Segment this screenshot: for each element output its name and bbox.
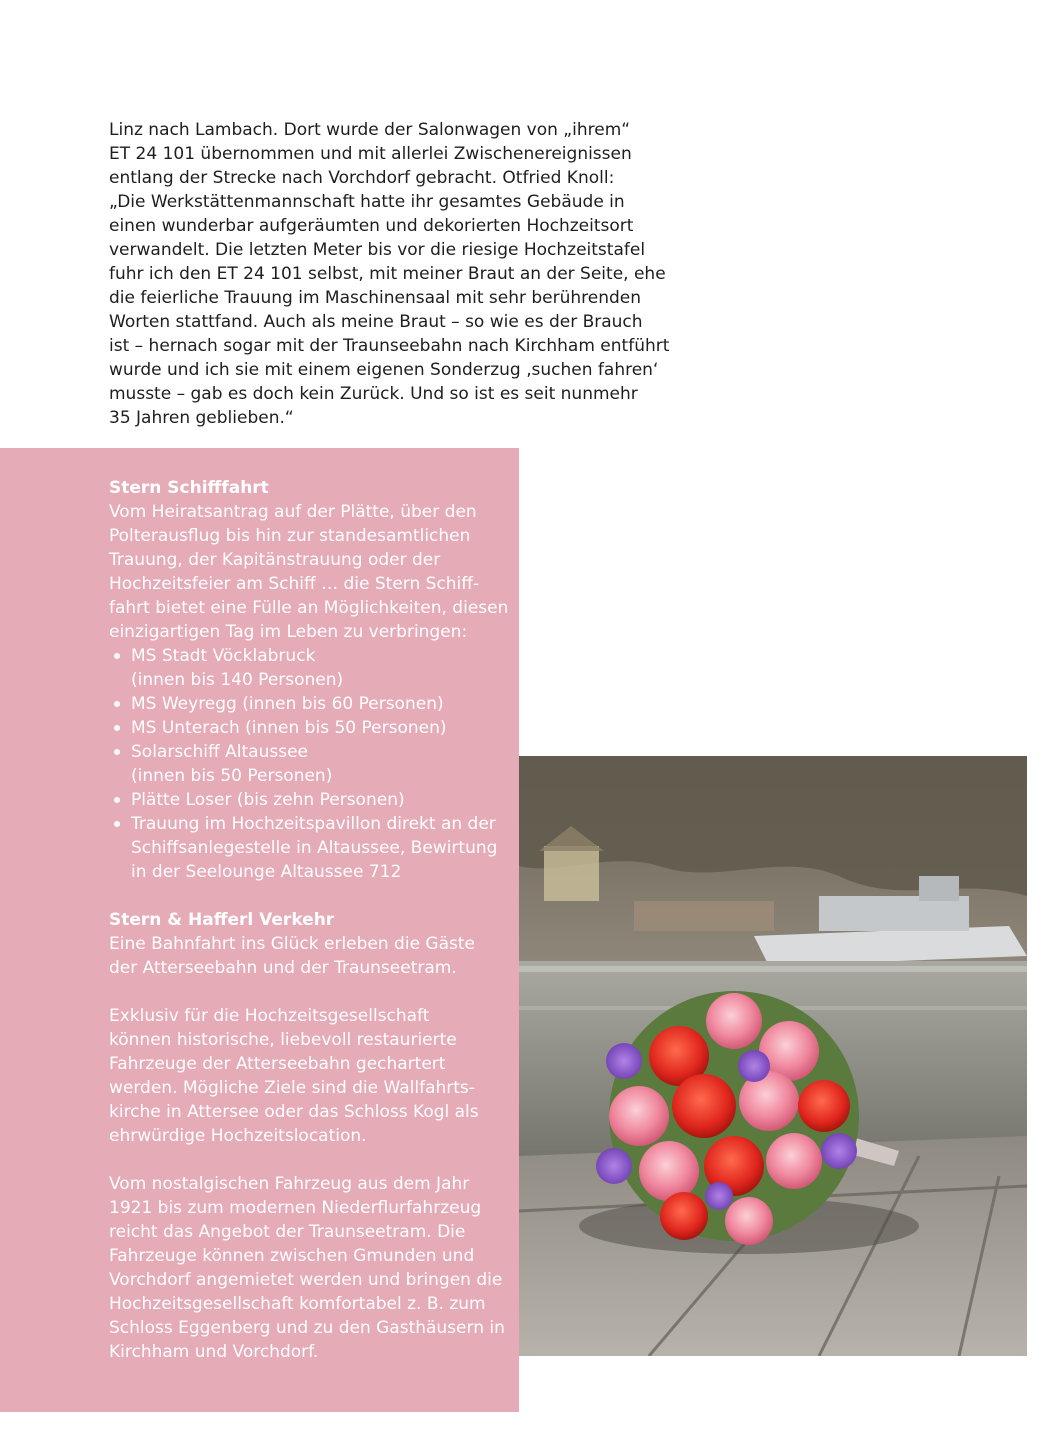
list-item xyxy=(109,644,509,692)
text-line: Schiffsanlegestelle in Altaussee, Bewirtung xyxy=(131,838,498,858)
text-line: kirche in Attersee oder das Schloss Kogl als xyxy=(109,1102,479,1122)
text-line: der Atterseebahn und der Traunseetram. xyxy=(109,958,457,978)
text-line: Worten stattfand. Auch als meine Braut – so wie es der Brauch xyxy=(109,312,643,332)
stern-schifffahrt-intro xyxy=(109,500,509,644)
text-line: (innen bis 50 Personen) xyxy=(131,766,333,786)
text-line: Hochzeitsfeier am Schiff … die Stern Schiff- xyxy=(109,574,480,594)
intro-paragraph xyxy=(109,118,699,430)
bouquet-photo xyxy=(519,756,1027,1356)
text-line: einen wunderbar aufgeräumten und dekorierten Hochzeitsort xyxy=(109,216,634,236)
text-line: reicht das Angebot der Traunseetram. Die xyxy=(109,1222,466,1242)
stern-hafferl-para-2 xyxy=(109,1004,509,1148)
text-line: verwandelt. Die letzten Meter bis vor die riesige Hochzeitstafel xyxy=(109,240,646,260)
text-line: Hochzeitsgesellschaft komfortabel z. B. zum xyxy=(109,1294,486,1314)
text-line: werden. Mögliche Ziele sind die Wallfahrts- xyxy=(109,1078,475,1098)
ship-list xyxy=(109,644,509,884)
list-item xyxy=(109,740,509,788)
text-line: Vorchdorf angemietet werden und bringen die xyxy=(109,1270,503,1290)
text-line: MS Unterach (innen bis 50 Personen) xyxy=(131,718,447,738)
stern-hafferl-para-1 xyxy=(109,932,509,980)
text-line: 35 Jahren geblieben.“ xyxy=(109,408,294,428)
text-line: Plätte Loser (bis zehn Personen) xyxy=(131,790,405,810)
text-line: einzigartigen Tag im Leben zu verbringen: xyxy=(109,622,468,642)
text-line: ehrwürdige Hochzeitslocation. xyxy=(109,1126,367,1146)
text-line: fahrt bietet eine Fülle an Möglichkeiten, diesen xyxy=(109,598,509,618)
list-item xyxy=(109,692,509,716)
text-line: musste – gab es doch kein Zurück. Und so ist es seit nunmehr xyxy=(109,384,638,404)
text-line: MS Stadt Vöcklabruck xyxy=(131,646,316,666)
text-line: MS Weyregg (innen bis 60 Personen) xyxy=(131,694,444,714)
text-line: die feierliche Trauung im Maschinensaal mit sehr berührenden xyxy=(109,288,642,308)
intro-text xyxy=(109,118,699,430)
text-line: ist – hernach sogar mit der Traunseebahn nach Kirchham entführt xyxy=(109,336,670,356)
section-heading-stern-schifffahrt: Stern Schifffahrt xyxy=(109,478,269,498)
text-line: entlang der Strecke nach Vorchdorf gebracht. Otfried Knoll: xyxy=(109,168,615,188)
text-line: ET 24 101 übernommen und mit allerlei Zwischenereignissen xyxy=(109,144,632,164)
stern-hafferl-para-3 xyxy=(109,1172,509,1364)
list-item xyxy=(109,812,509,884)
bouquet-illustration xyxy=(519,756,1027,1356)
text-line: Polterausflug bis hin zur standesamtlichen xyxy=(109,526,471,546)
info-box-content xyxy=(109,476,509,1364)
text-line: Kirchham und Vorchdorf. xyxy=(109,1342,319,1362)
list-item xyxy=(109,716,509,740)
text-line: wurde und ich sie mit einem eigenen Sonderzug ‚suchen fahren‘ xyxy=(109,360,659,380)
text-line: fuhr ich den ET 24 101 selbst, mit meiner Braut an der Seite, ehe xyxy=(109,264,666,284)
text-line: Linz nach Lambach. Dort wurde der Salonwagen von „ihrem“ xyxy=(109,120,631,140)
text-line: können historische, liebevoll restaurierte xyxy=(109,1030,457,1050)
text-line: Fahrzeuge können zwischen Gmunden und xyxy=(109,1246,475,1266)
text-line: Trauung im Hochzeitspavillon direkt an der xyxy=(131,814,496,834)
list-item xyxy=(109,788,509,812)
text-line: 1921 bis zum modernen Niederflurfahrzeug xyxy=(109,1198,482,1218)
text-line: Vom nostalgischen Fahrzeug aus dem Jahr xyxy=(109,1174,470,1194)
text-line: Exklusiv für die Hochzeitsgesellschaft xyxy=(109,1006,430,1026)
text-line: in der Seelounge Altaussee 712 xyxy=(131,862,402,882)
text-line: Eine Bahnfahrt ins Glück erleben die Gäste xyxy=(109,934,475,954)
text-line: Schloss Eggenberg und zu den Gasthäusern in xyxy=(109,1318,505,1338)
text-line: (innen bis 140 Personen) xyxy=(131,670,344,690)
text-line: Vom Heiratsantrag auf der Plätte, über den xyxy=(109,502,477,522)
text-line: „Die Werkstättenmannschaft hatte ihr gesamtes Gebäude in xyxy=(109,192,625,212)
text-line: Fahrzeuge der Atterseebahn gechartert xyxy=(109,1054,446,1074)
section-heading-stern-hafferl: Stern & Hafferl Verkehr xyxy=(109,910,335,930)
text-line: Solarschiff Altaussee xyxy=(131,742,308,762)
text-line: Trauung, der Kapitänstrauung oder der xyxy=(109,550,441,570)
